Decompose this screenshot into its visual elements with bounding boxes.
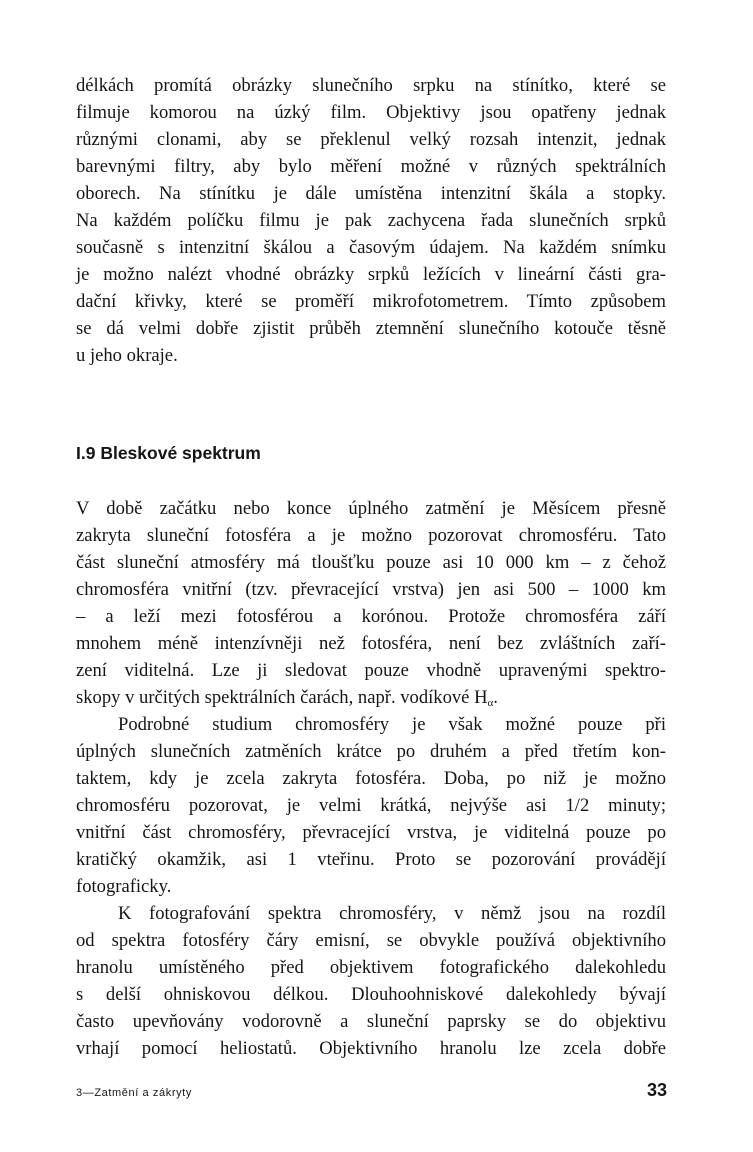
text-line: s delší ohniskovou délkou. Dlouhoohniskové dalekohledy bývají xyxy=(76,984,666,1005)
text-line: dační křivky, které se proměří mikrofotometrem. Tímto způsobem xyxy=(76,291,666,312)
subscript-alpha: α xyxy=(487,697,494,709)
text-line xyxy=(76,684,666,711)
text-line: část sluneční atmosféry má tloušťku pouze asi 10 000 km – z čehož xyxy=(76,552,666,573)
text-line: barevnými filtry, aby bylo měření možné v různých spektrálních xyxy=(76,156,666,177)
text-line: taktem, kdy je zcela zakryta fotosféra. Doba, po niž je možno xyxy=(76,768,666,789)
text-line: současně s intenzitní škálou a časovým údajem. Na každém snímku xyxy=(76,237,666,258)
text-line: Podrobné studium chromosféry je však možné pouze při xyxy=(118,714,666,735)
text-line: vrhají pomocí heliostatů. Objektivního hranolu lze zcela dobře xyxy=(76,1038,666,1059)
text-line: vnitřní část chromosféry, převracející vrstva, je viditelná pouze po xyxy=(76,822,666,843)
text-line: hranolu umístěného před objektivem fotografického dalekohledu xyxy=(76,957,666,978)
text-line: V době začátku nebo konce úplného zatmění je Měsícem přesně xyxy=(76,498,666,519)
page-number: 33 xyxy=(646,1080,667,1100)
text-line: délkách promítá obrázky slunečního srpku na stínítko, které se xyxy=(76,75,666,96)
text-line: úplných slunečních zatměních krátce po druhém a před třetím kon- xyxy=(76,741,666,762)
text-line: se dá velmi dobře zjistit průběh ztemnění slunečního kotouče těsně xyxy=(76,318,666,339)
text-line: od spektra fotosféry čáry emisní, se obvykle používá objektivního xyxy=(76,930,666,951)
text-line: je možno nalézt vhodné obrázky srpků ležících v lineární části gra- xyxy=(76,264,666,285)
text-line: různými clonami, aby se překlenul velký rozsah intenzit, jednak xyxy=(76,129,666,150)
text-line: u jeho okraje. xyxy=(76,345,178,366)
text-line: Na každém políčku filmu je pak zachycena řada slunečních srpků xyxy=(76,210,666,231)
section-heading: I.9 Bleskové spektrum xyxy=(76,443,261,463)
text-line: chromosféru pozorovat, je velmi krátká, nejvýše asi 1/2 minuty; xyxy=(76,795,666,816)
text-line: zení viditelná. Lze ji sledovat pouze vhodně upravenými spektro- xyxy=(76,660,666,681)
text-line: oborech. Na stínítku je dále umístěna intenzitní škála a stopky. xyxy=(76,183,666,204)
text-fragment: . xyxy=(493,687,498,708)
text-line: – a leží mezi fotosférou a korónou. Protože chromosféra září xyxy=(76,606,666,627)
running-footer: 3—Zatmění a zákryty xyxy=(76,1087,192,1099)
text-line: často upevňovány vodorovně a sluneční paprsky se do objektivu xyxy=(76,1011,666,1032)
text-line: fotograficky. xyxy=(76,876,172,897)
text-line: mnohem méně intenzívněji než fotosféra, není bez zvláštních zaří- xyxy=(76,633,666,654)
text-line: K fotografování spektra chromosféry, v němž jsou na rozdíl xyxy=(118,903,666,924)
text-line: filmuje komorou na úzký film. Objektivy jsou opatřeny jednak xyxy=(76,102,666,123)
text-line: chromosféra vnitřní (tzv. převracející vrstva) jen asi 500 – 1000 km xyxy=(76,579,666,600)
text-line: zakryta sluneční fotosféra a je možno pozorovat chromosféru. Tato xyxy=(76,525,666,546)
text-line: kratičký okamžik, asi 1 vteřinu. Proto se pozorování provádějí xyxy=(76,849,666,870)
text-fragment: skopy v určitých spektrálních čarách, např. vodíkové H xyxy=(76,687,488,708)
